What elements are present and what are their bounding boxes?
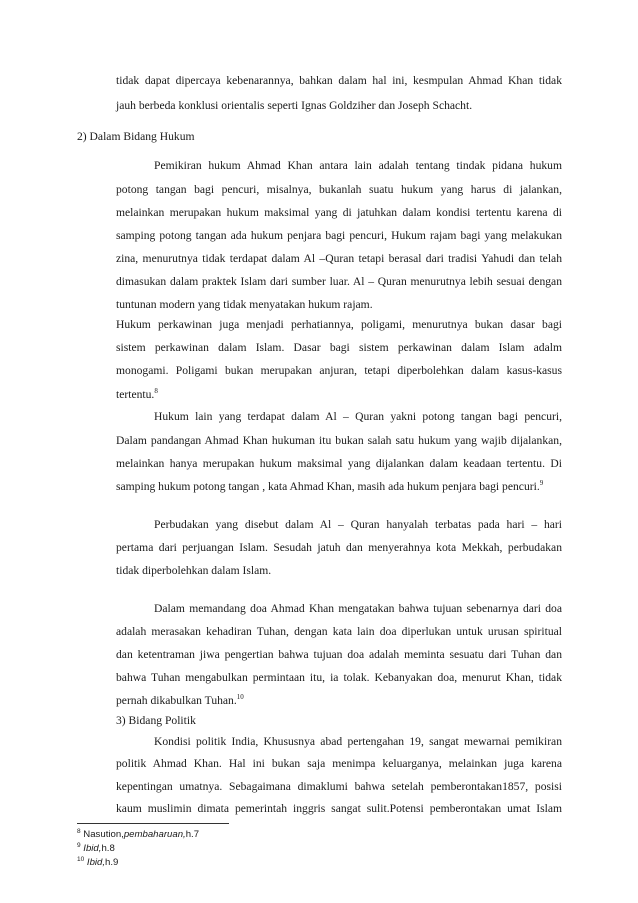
section-heading-hukum: 2) Dalam Bidang Hukum	[77, 130, 195, 143]
body-text: tertentu.	[116, 388, 155, 401]
body-line-with-ref	[116, 388, 158, 402]
body-line: Pemikiran hukum Ahmad Khan antara lain adalah tentang tindak pidana hukum	[154, 159, 562, 172]
body-text: pernah dikabulkan Tuhan.	[116, 694, 237, 707]
footnote-number: 10	[77, 856, 85, 863]
body-line-with-ref	[116, 694, 244, 708]
body-line: potong tangan bagi pencuri, misalnya, bukanlah suatu hukum yang harus di jalankan,	[116, 183, 562, 196]
body-line: pertama dari perjuangan Islam. Sesudah jatuh dan menyerahnya kota Mekkah, perbudakan	[116, 541, 562, 554]
body-line: dimasukan dalam praktek Islam dari sumber luar. Al – Quran menurutnya lebih sesuai dengan	[116, 275, 562, 288]
body-line-with-ref	[116, 480, 543, 494]
body-line: Kondisi politik India, Khususnya abad pertengahan 19, sangat mewarnai pemikiran	[154, 735, 562, 748]
body-line: tidak dapat dipercaya kebenarannya, bahkan dalam hal ini, kesmpulan Ahmad Khan tidak	[116, 74, 562, 87]
section-heading-politik: 3) Bidang Politik	[116, 714, 196, 727]
body-line: dan ketentraman jiwa pengertian bahwa tujuan doa adalah meminta sesuatu dari Tuhan dan	[116, 648, 562, 661]
body-line: bahwa Tuhan mengabulkan permintaan itu, ia tolak. Kebanyakan doa, menurut Khan, tidak	[116, 671, 562, 684]
body-line: samping potong tangan ada hukum penjara bagi pencuri, Hukum rajam bagi yang melakukan	[116, 229, 562, 242]
footnote-title: Ibid,	[86, 857, 106, 868]
body-line: kaum muslimin dimata pemerintah inggris sangat sulit.Potensi pemberontakan umat Islam	[116, 802, 562, 815]
body-line: tuntunan modern yang tidak menyatakan hukum rajam.	[116, 298, 373, 311]
footnote-number: 8	[77, 828, 81, 835]
footnote-title: Ibid,	[83, 843, 102, 854]
body-line: Hukum lain yang terdapat dalam Al – Quran yakni potong tangan bagi pencuri,	[154, 410, 562, 423]
body-line: tidak diperbolehkan dalam Islam.	[116, 564, 272, 577]
footnote-page: h.8	[101, 843, 115, 854]
body-line: Dalam pandangan Ahmad Khan hukuman itu bukan salah satu hukum yang wajib dijalankan,	[116, 434, 562, 447]
body-line: politik Ahmad Khan. Hal ini bukan saja menimpa keluarganya, melainkan juga karena	[116, 757, 562, 770]
footnote-ref: 8	[154, 387, 158, 395]
body-line: kepentingan umatnya. Sebagaimana dimaklumi bahwa setelah pemberontakan1857, posisi	[116, 780, 562, 793]
body-line: melainkan merupakan hukum maksimal yang di jatuhkan dalam kondisi tertentu karena di	[116, 206, 562, 219]
footnote-page: h.9	[105, 857, 119, 868]
footnote-title: pembaharuan,	[123, 829, 186, 840]
footnote-separator	[77, 823, 229, 824]
footnote-10	[77, 857, 118, 869]
footnote-8	[77, 829, 199, 841]
body-text: samping hukum potong tangan , kata Ahmad Khan, masih ada hukum penjara bagi pencuri.	[116, 480, 540, 493]
body-line: zina, menurutnya tidak terdapat dalam Al –Quran tetapi berasal dari tradisi Yahudi dan telah	[116, 252, 562, 265]
body-line: Hukum perkawinan juga menjadi perhatiannya, poligami, menurutnya bukan dasar bagi	[116, 318, 562, 331]
body-line: melainkan hanya merupakan hukum maksimal yang dijalankan dalam keadaan tertentu. Di	[116, 457, 562, 470]
body-line: monogami. Poligami bukan merupakan anjuran, tetapi diperbolehkan dalam kasus-kasus	[116, 364, 562, 377]
body-line: Dalam memandang doa Ahmad Khan mengatakan bahwa tujuan sebenarnya dari doa	[154, 602, 562, 615]
body-line: Perbudakan yang disebut dalam Al – Quran hanyalah terbatas pada hari – hari	[154, 518, 562, 531]
footnote-page: h.7	[185, 829, 200, 840]
footnote-text: Nasution,	[83, 829, 124, 840]
body-line: jauh berbeda konklusi orientalis seperti Ignas Goldziher dan Joseph Schacht.	[116, 99, 473, 112]
footnote-9	[77, 843, 115, 855]
footnote-ref: 10	[236, 693, 244, 701]
footnote-number: 9	[77, 842, 81, 849]
footnote-ref: 9	[539, 479, 544, 487]
body-line: sistem perkawinan dalam Islam. Dasar bagi sistem perkawinan dalam Islam adalm	[116, 341, 562, 354]
body-line: adalah merasakan kehadiran Tuhan, dengan kata lain doa diperlukan untuk urusan spiritual	[116, 625, 562, 638]
